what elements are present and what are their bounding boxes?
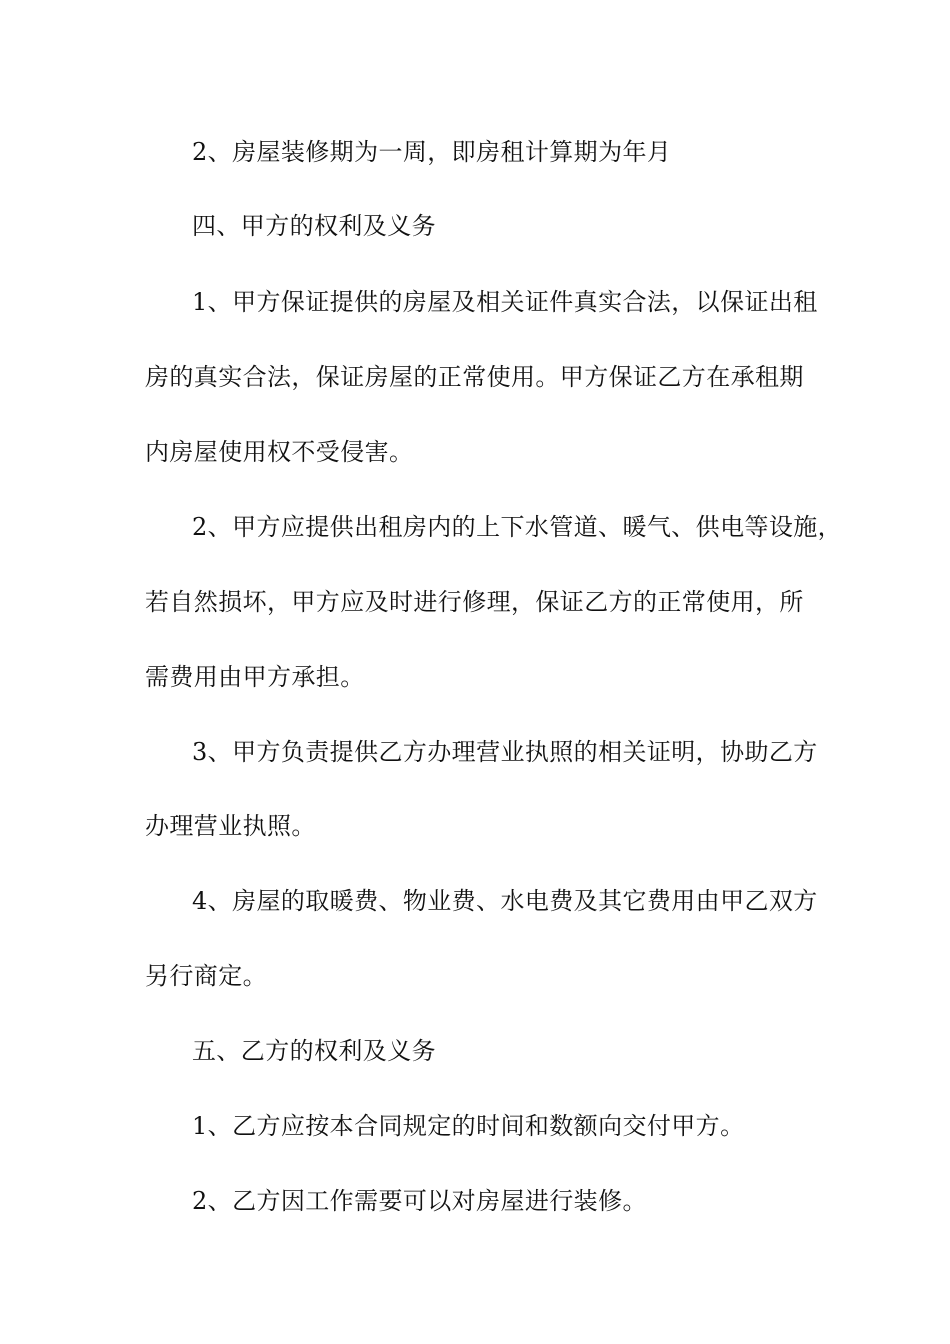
paragraph-line: 1、甲方保证提供的房屋及相关证件真实合法，以保证出租 [192,288,818,316]
section-heading: 五、乙方的权利及义务 [192,1037,436,1065]
paragraph-line: 1、乙方应按本合同规定的时间和数额向交付甲方。 [192,1112,745,1140]
section-heading: 四、甲方的权利及义务 [192,212,436,240]
paragraph-line: 若自然损坏，甲方应及时进行修理，保证乙方的正常使用，所 [145,588,804,616]
paragraph-line: 2、甲方应提供出租房内的上下水管道、暖气、供电等设施， [192,513,843,541]
paragraph-line: 另行商定。 [145,962,267,990]
paragraph-line: 3、甲方负责提供乙方办理营业执照的相关证明，协助乙方 [192,738,818,766]
paragraph-line: 内房屋使用权不受侵害。 [145,438,414,466]
paragraph-line: 房的真实合法，保证房屋的正常使用。甲方保证乙方在承租期 [145,363,804,391]
paragraph-line: 办理营业执照。 [145,812,316,840]
paragraph-line: 2、房屋装修期为一周，即房租计算期为年月 [192,138,672,166]
paragraph-line: 2、乙方因工作需要可以对房屋进行装修。 [192,1187,647,1215]
paragraph-line: 需费用由甲方承担。 [145,663,365,691]
paragraph-line: 4、房屋的取暖费、物业费、水电费及其它费用由甲乙双方 [192,887,818,915]
